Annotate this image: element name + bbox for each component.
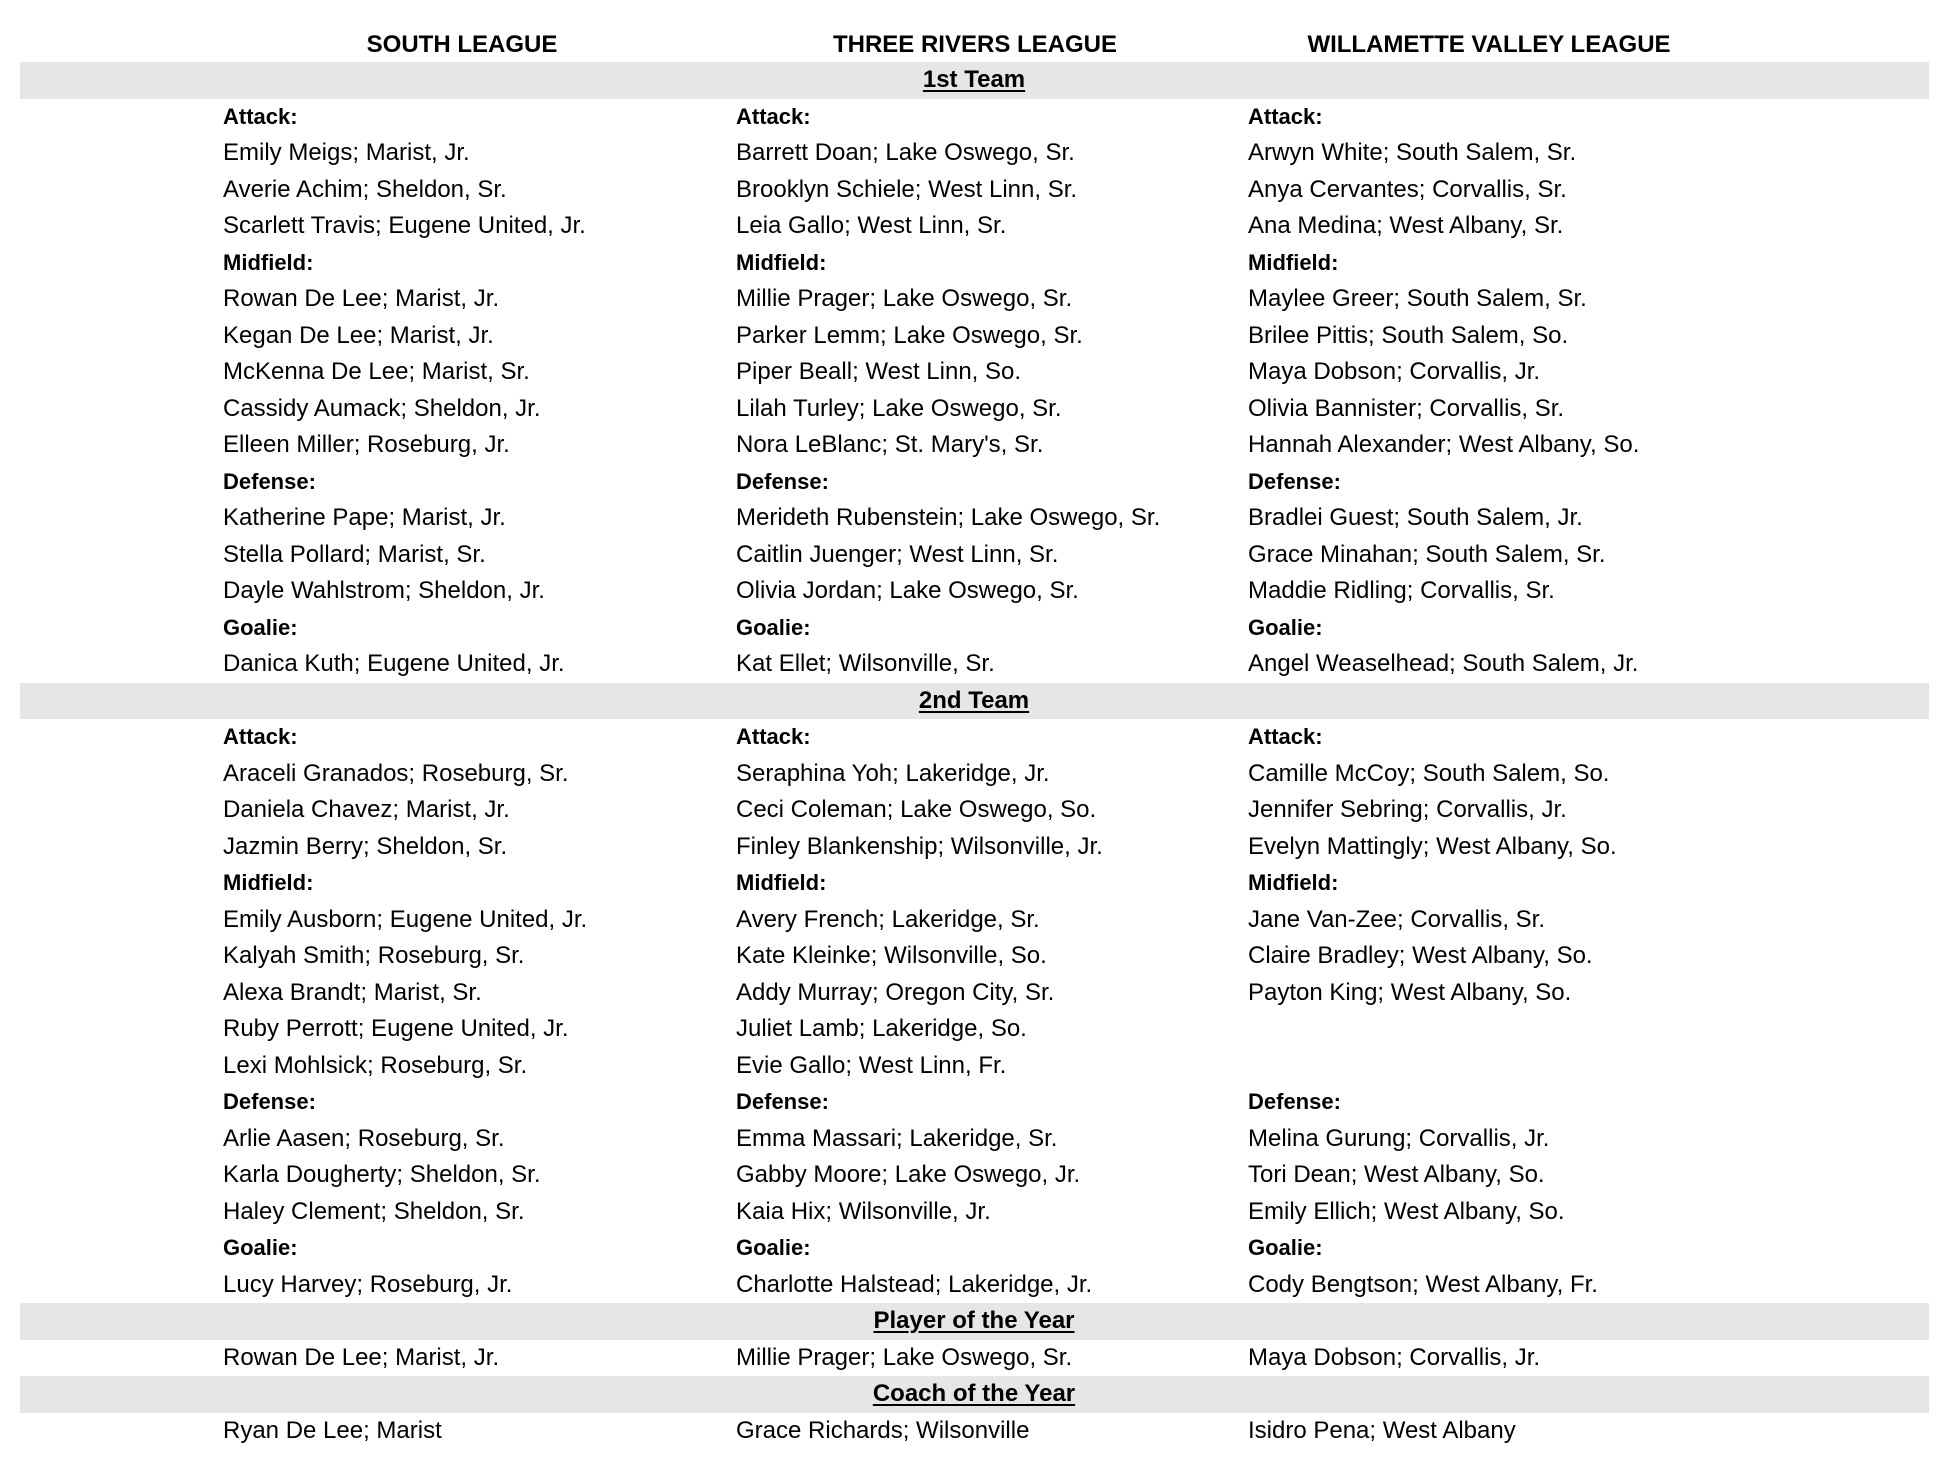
player-entry: Millie Prager; Lake Oswego, Sr. [736,1343,1073,1371]
player-entry: Olivia Bannister; Corvallis, Sr. [1248,394,1565,422]
player-row [0,500,1948,537]
player-entry: Rowan De Lee; Marist, Jr. [223,285,500,312]
player-entry: Cassidy Aumack; Sheldon, Jr. [223,394,541,422]
position-label-row [0,610,1948,647]
position-label: Defense: [223,1089,316,1114]
position-label: Goalie: [223,1235,298,1260]
player-row [0,354,1948,391]
player-entry: Nora LeBlanc; St. Mary's, Sr. [736,431,1044,458]
position-label: Midfield: [223,249,314,275]
section-title: 2nd Team [918,686,1030,714]
player-entry: Isidro Pena; West Albany [1248,1416,1516,1444]
position-label: Midfield: [736,249,827,275]
player-entry: Ana Medina; West Albany, Sr. [1248,212,1564,239]
player-entry: Emma Massari; Lakeridge, Sr. [736,1124,1058,1152]
position-label: Defense: [736,468,829,494]
position-label-row [0,464,1948,501]
position-label: Defense: [1248,468,1341,494]
column-header-south-league: SOUTH LEAGUE [366,31,558,58]
position-label: Attack: [223,103,298,129]
player-entry: Emily Meigs; Marist, Jr. [223,139,470,166]
player-row [0,281,1948,318]
player-row [0,1048,1948,1085]
position-label-row [0,245,1948,282]
player-entry: Charlotte Halstead; Lakeridge, Jr. [736,1270,1093,1298]
player-entry: Ryan De Lee; Marist [223,1416,442,1444]
player-entry: Haley Clement; Sheldon, Sr. [223,1197,525,1225]
player-entry: Grace Richards; Wilsonville [736,1416,1030,1444]
player-entry: Melina Gurung; Corvallis, Jr. [1248,1124,1550,1152]
player-entry: Alexa Brandt; Marist, Sr. [223,978,482,1006]
player-entry: Avery French; Lakeridge, Sr. [736,905,1040,933]
position-label-row [0,1084,1948,1121]
player-entry: Daniela Chavez; Marist, Jr. [223,796,510,823]
player-entry: Averie Achim; Sheldon, Sr. [223,175,507,203]
column-headers [0,28,1948,62]
player-entry: Jazmin Berry; Sheldon, Sr. [223,832,508,860]
section-band-player-of-the-year [20,1303,1929,1340]
position-label: Midfield: [736,870,827,895]
player-row [0,318,1948,355]
player-row [0,172,1948,209]
position-label: Goalie: [736,1235,811,1260]
player-entry: Evelyn Mattingly; West Albany, So. [1248,832,1617,860]
position-label-row [0,719,1948,756]
player-entry: Cody Bengtson; West Albany, Fr. [1248,1270,1598,1298]
player-entry: Kegan De Lee; Marist, Jr. [223,321,494,349]
player-entry: McKenna De Lee; Marist, Sr. [223,358,530,385]
player-entry: Ceci Coleman; Lake Oswego, So. [736,796,1097,823]
player-row [0,208,1948,245]
player-entry: Kaia Hix; Wilsonville, Jr. [736,1197,991,1225]
player-entry: Juliet Lamb; Lakeridge, So. [736,1015,1027,1042]
player-row [0,1413,1948,1450]
player-entry: Dayle Wahlstrom; Sheldon, Jr. [223,577,545,604]
section-title: Coach of the Year [872,1380,1076,1407]
section-band-1st-team [20,62,1929,99]
player-entry: Caitlin Juenger; West Linn, Sr. [736,540,1059,568]
player-entry: Barrett Doan; Lake Oswego, Sr. [736,139,1075,166]
player-entry: Kat Ellet; Wilsonville, Sr. [736,650,995,677]
player-entry: Bradlei Guest; South Salem, Jr. [1248,504,1583,531]
player-entry: Danica Kuth; Eugene United, Jr. [223,650,565,677]
player-entry: Kalyah Smith; Roseburg, Sr. [223,942,525,969]
player-entry: Grace Minahan; South Salem, Sr. [1248,540,1606,568]
player-entry: Karla Dougherty; Sheldon, Sr. [223,1161,541,1188]
player-row [0,1340,1948,1377]
player-row [0,427,1948,464]
player-entry: Brooklyn Schiele; West Linn, Sr. [736,175,1078,203]
player-row [0,902,1948,939]
position-label: Defense: [223,468,316,494]
player-entry: Payton King; West Albany, So. [1248,978,1572,1006]
player-entry: Katherine Pape; Marist, Jr. [223,504,506,531]
player-row [0,1194,1948,1231]
player-entry: Parker Lemm; Lake Oswego, Sr. [736,321,1083,349]
position-label: Midfield: [1248,249,1339,275]
position-label: Midfield: [223,870,314,895]
player-entry: Claire Bradley; West Albany, So. [1248,942,1593,969]
position-label: Defense: [1248,1089,1341,1114]
section-title: Player of the Year [873,1307,1075,1334]
player-entry: Jane Van-Zee; Corvallis, Sr. [1248,905,1546,933]
player-row [0,792,1948,829]
position-label: Goalie: [736,614,811,640]
player-row [0,646,1948,683]
all-league-table [0,62,1948,1449]
player-entry: Araceli Granados; Roseburg, Sr. [223,759,569,787]
player-entry: Arlie Aasen; Roseburg, Sr. [223,1124,505,1152]
player-entry: Maya Dobson; Corvallis, Jr. [1248,1343,1541,1371]
player-entry: Brilee Pittis; South Salem, So. [1248,321,1569,349]
player-row [0,1157,1948,1194]
section-title: 1st Team [922,66,1026,93]
player-entry: Arwyn White; South Salem, Sr. [1248,139,1577,166]
position-label: Goalie: [223,614,298,640]
player-row [0,1267,1948,1304]
column-header-willamette-valley-league: WILLAMETTE VALLEY LEAGUE [1307,31,1671,58]
section-band-2nd-team [20,683,1929,720]
player-entry: Scarlett Travis; Eugene United, Jr. [223,212,586,239]
player-row [0,975,1948,1012]
player-row [0,938,1948,975]
player-row [0,829,1948,866]
player-entry: Anya Cervantes; Corvallis, Sr. [1248,175,1567,203]
player-row [0,1121,1948,1158]
player-entry: Finley Blankenship; Wilsonville, Jr. [736,832,1103,860]
player-entry: Angel Weaselhead; South Salem, Jr. [1248,650,1639,677]
player-entry: Addy Murray; Oregon City, Sr. [736,978,1055,1006]
position-label-row [0,99,1948,136]
player-row [0,1011,1948,1048]
position-label: Attack: [1248,724,1323,749]
player-row [0,135,1948,172]
position-label: Midfield: [1248,870,1339,895]
position-label: Goalie: [1248,1235,1323,1260]
player-entry: Emily Ellich; West Albany, So. [1248,1197,1565,1225]
player-entry: Rowan De Lee; Marist, Jr. [223,1343,500,1371]
player-entry: Maddie Ridling; Corvallis, Sr. [1248,577,1555,604]
player-entry: Leia Gallo; West Linn, Sr. [736,212,1007,239]
position-label: Goalie: [1248,614,1323,640]
player-entry: Lexi Mohlsick; Roseburg, Sr. [223,1051,528,1079]
player-entry: Merideth Rubenstein; Lake Oswego, Sr. [736,504,1161,531]
player-entry: Tori Dean; West Albany, So. [1248,1161,1545,1188]
player-entry: Emily Ausborn; Eugene United, Jr. [223,905,588,933]
player-entry: Piper Beall; West Linn, So. [736,358,1022,385]
player-entry: Ruby Perrott; Eugene United, Jr. [223,1015,569,1042]
player-entry: Elleen Miller; Roseburg, Jr. [223,431,510,458]
player-row [0,573,1948,610]
player-row [0,756,1948,793]
position-label-row [0,865,1948,902]
player-entry: Kate Kleinke; Wilsonville, So. [736,942,1047,969]
position-label: Attack: [223,724,298,749]
player-row [0,391,1948,428]
position-label: Attack: [736,724,811,749]
player-entry: Hannah Alexander; West Albany, So. [1248,431,1640,458]
column-header-three-rivers-league: THREE RIVERS LEAGUE [832,31,1118,58]
player-entry: Maylee Greer; South Salem, Sr. [1248,285,1587,312]
position-label: Defense: [736,1089,829,1114]
player-entry: Lilah Turley; Lake Oswego, Sr. [736,394,1062,422]
section-band-coach-of-the-year [20,1376,1929,1413]
player-entry: Lucy Harvey; Roseburg, Jr. [223,1270,513,1298]
player-entry: Gabby Moore; Lake Oswego, Jr. [736,1161,1081,1188]
player-entry: Stella Pollard; Marist, Sr. [223,540,486,568]
player-entry: Olivia Jordan; Lake Oswego, Sr. [736,577,1079,604]
player-entry: Jennifer Sebring; Corvallis, Jr. [1248,796,1567,823]
player-row [0,537,1948,574]
position-label: Attack: [736,103,811,129]
position-label-row [0,1230,1948,1267]
position-label: Attack: [1248,103,1323,129]
player-entry: Maya Dobson; Corvallis, Jr. [1248,358,1541,385]
player-entry: Seraphina Yoh; Lakeridge, Jr. [736,759,1050,787]
player-entry: Millie Prager; Lake Oswego, Sr. [736,285,1073,312]
player-entry: Evie Gallo; West Linn, Fr. [736,1051,1007,1079]
player-entry: Camille McCoy; South Salem, So. [1248,759,1610,787]
